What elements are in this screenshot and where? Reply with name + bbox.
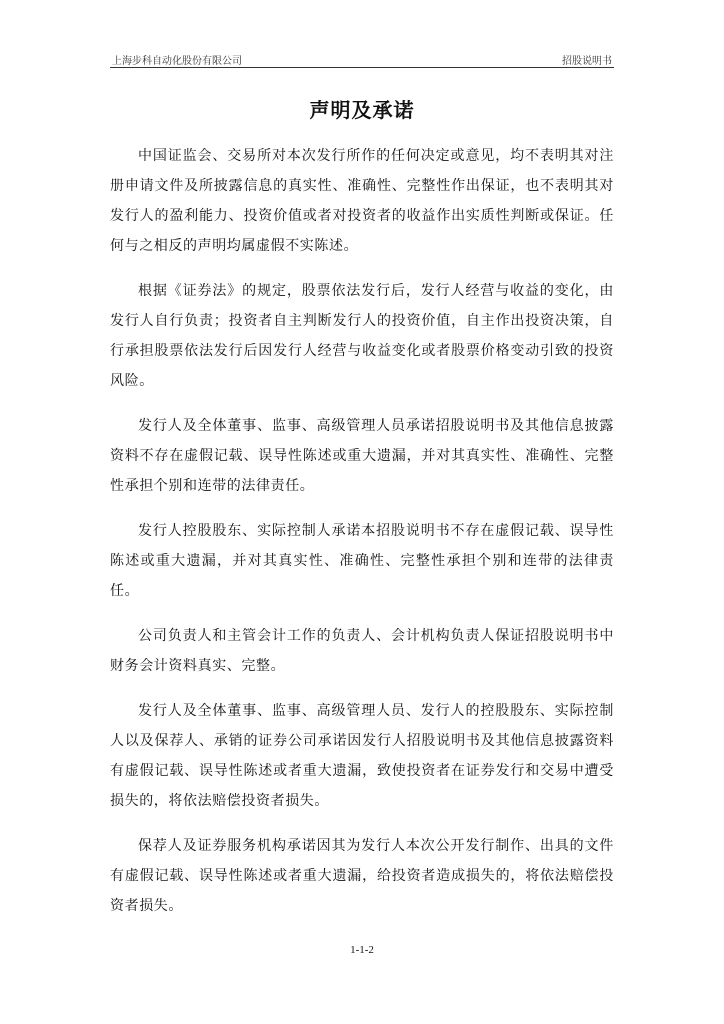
page-number: 1-1-2 xyxy=(350,944,374,956)
header-company-name: 上海步科自动化股份有限公司 xyxy=(112,56,242,67)
document-body xyxy=(110,141,614,936)
paragraph: 发行人控股股东、实际控制人承诺本招股说明书不存在虚假记载、误导性陈述或重大遗漏，并对其真实性、准确性、完整性承担个别和连带的法律责任。 xyxy=(110,523,614,599)
paragraph: 发行人及全体董事、监事、高级管理人员承诺招股说明书及其他信息披露资料不存在虚假记载、误导性陈述或重大遗漏，并对其真实性、准确性、完整性承担个别和连带的法律责任。 xyxy=(110,418,614,494)
paragraph: 保荐人及证券服务机构承诺因其为发行人本次公开发行制作、出具的文件有虚假记载、误导性陈述或者重大遗漏，给投资者造成损失的，将依法赔偿投资者损失。 xyxy=(110,838,614,914)
header-document-type: 招股说明书 xyxy=(562,56,612,67)
page-header xyxy=(110,50,614,66)
header-divider xyxy=(110,67,614,68)
paragraph: 发行人及全体董事、监事、高级管理人员、发行人的控股股东、实际控制人以及保荐人、承销的证券公司承诺因发行人招股说明书及其他信息披露资料有虚假记载、误导性陈述或者重大遗漏，致使投资者在证券发行和交易中遭受损失的，将依法赔偿投资者损失。 xyxy=(110,703,614,809)
paragraph: 中国证监会、交易所对本次发行所作的任何决定或意见，均不表明其对注册申请文件及所披露信息的真实性、准确性、完整性作出保证，也不表明其对发行人的盈利能力、投资价值或者对投资者的收益作出实质性判断或保证。任何与之相反的声明均属虚假不实陈述。 xyxy=(110,148,614,254)
paragraph: 公司负责人和主管会计工作的负责人、会计机构负责人保证招股说明书中财务会计资料真实、完整。 xyxy=(110,628,614,674)
paragraph: 根据《证券法》的规定，股票依法发行后，发行人经营与收益的变化，由发行人自行负责；投资者自主判断发行人的投资价值，自主作出投资决策，自行承担股票依法发行后因发行人经营与收益变化或者股票价格变动引致的投资风险。 xyxy=(110,283,614,389)
page-title: 声明及承诺 xyxy=(309,98,415,122)
